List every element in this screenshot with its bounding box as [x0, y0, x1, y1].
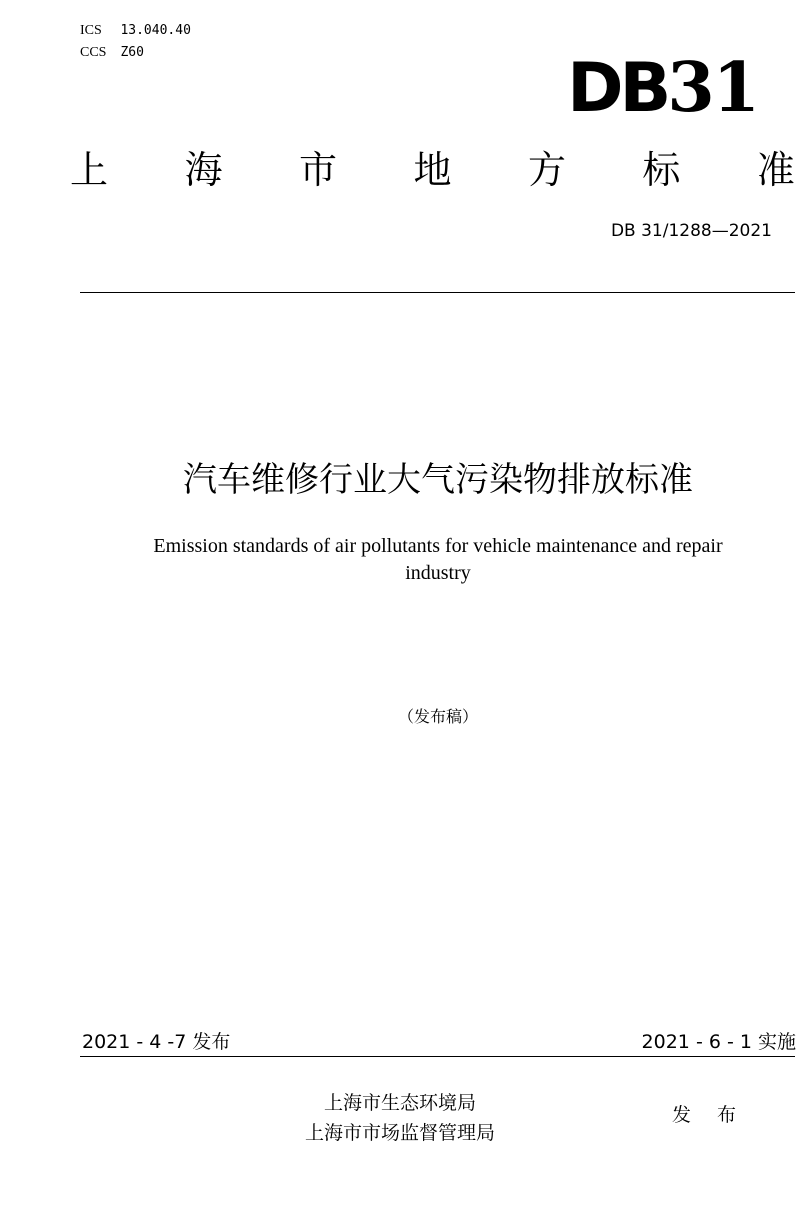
ics-label: ICS	[80, 23, 102, 38]
issuer-name: 上海市生态环境局	[323, 1092, 476, 1114]
ics-code	[80, 22, 191, 39]
ccs-value: Z60	[120, 45, 144, 60]
publish-date: 2021 - 4 -7 发布	[82, 1031, 231, 1053]
standard-type-char: 准	[756, 148, 795, 192]
footer-divider	[80, 1056, 795, 1057]
ccs-label: CCS	[80, 45, 107, 60]
draft-note: （发布稿）	[397, 707, 478, 726]
standard-type-char: 上	[70, 148, 109, 192]
title-english: Emission standards of air pollutants for vehicle maintenance and repair industry	[153, 535, 723, 584]
standard-type-char: 海	[184, 148, 223, 192]
standard-type-char: 地	[413, 148, 452, 192]
standard-type-char: 方	[527, 148, 566, 192]
title-chinese: 汽车维修行业大气污染物排放标准	[183, 460, 693, 500]
effective-date: 2021 - 6 - 1 实施	[641, 1031, 796, 1053]
issuer-name: 上海市市场监督管理局	[304, 1122, 495, 1144]
logo-number: 31	[667, 48, 758, 128]
issuing-authorities	[280, 1088, 520, 1148]
standard-type-char: 标	[642, 148, 681, 192]
standard-type-char: 市	[298, 148, 337, 192]
ics-value: 13.040.40	[120, 23, 191, 38]
header-divider	[80, 292, 795, 293]
ccs-code	[80, 44, 144, 61]
db31-logo	[567, 48, 758, 128]
issued-label: 发 布	[672, 1104, 747, 1126]
standard-number: DB 31/1288—2021	[610, 221, 772, 241]
standard-type-heading	[70, 146, 795, 194]
logo-db: DB	[567, 49, 668, 128]
